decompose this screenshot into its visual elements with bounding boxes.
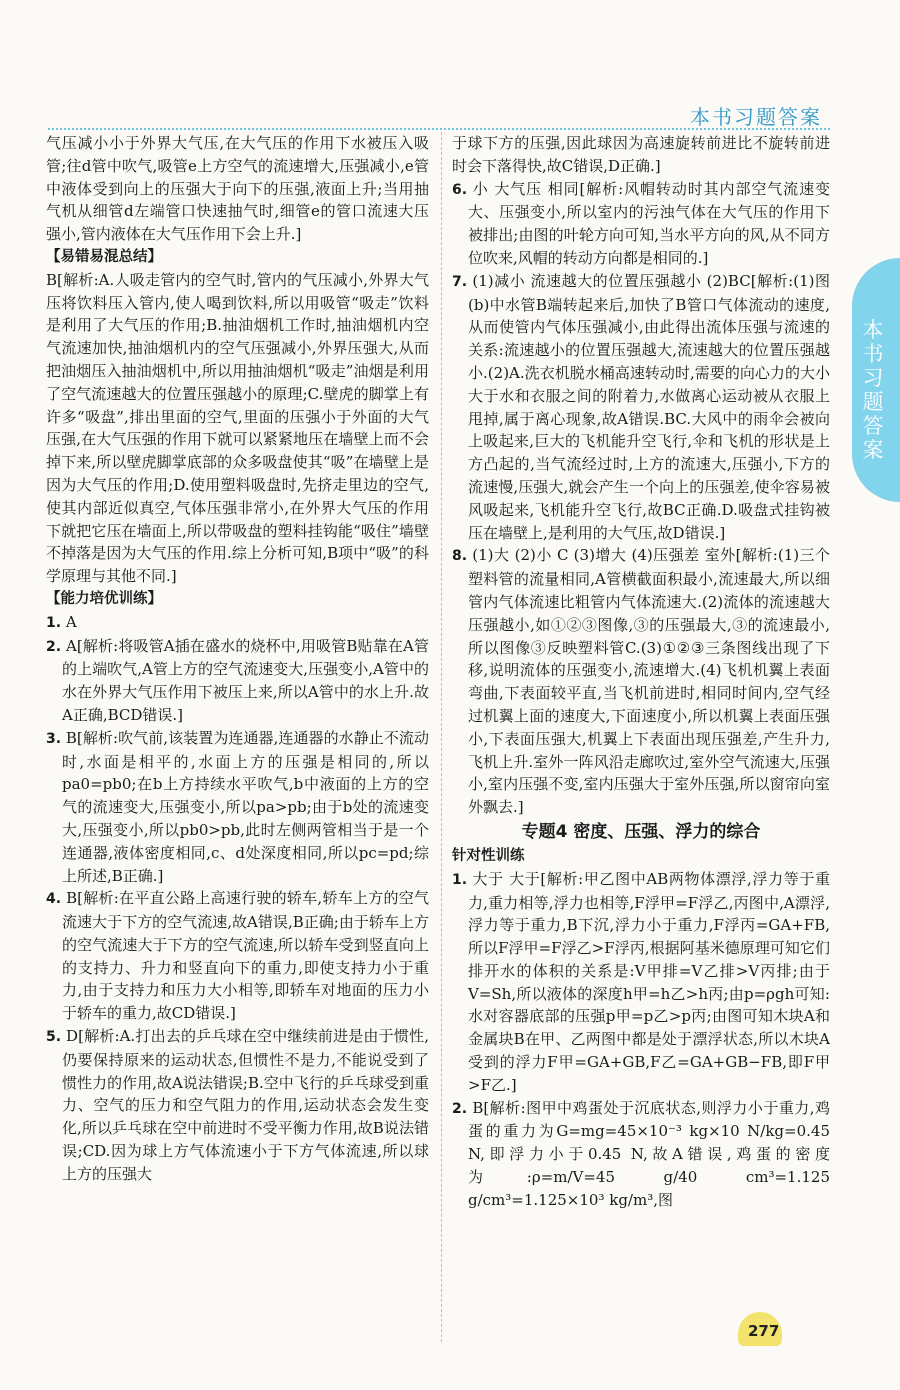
list-item <box>46 887 429 1025</box>
summary-text: B[解析:A.人吸走管内的空气时,管内的气压减小,外界大气压将饮料压入管内,使人喝到饮料,所以用吸管“吸走”饮料是利用了大气压的作用;B.抽油烟机工作时,抽油烟机内空气流速加快,抽油烟机内的空气压强减小,外界压强大,从而把油烟压入抽油烟机中,所以用抽油烟机“吸走”油烟是利用了空气流速越大的位置压强越小的原理;C.壁虎的脚掌上有许多“吸盘”,排出里面的空气,里面的压强小于外面的大气压强,在大气压强的作用下就可以紧紧地压在墙壁上而不会掉下来,所以壁虎脚掌底部的众多吸盘使其“吸”在墙壁上是因为大气压的作用;D.使用塑料吸盘时,先挤走里边的空气,使其内部近似真空,气体压强非常小,在外界大气压的作用下就把它压在墙面上,所以带吸盘的塑料挂钩能“吸住”墙壁不掉落是因为大气压的作用.综上分析可知,B项中“吸”的科学原理与其他不同.] <box>46 270 429 586</box>
list-item <box>452 544 830 819</box>
column-divider <box>441 132 442 1342</box>
right-column <box>452 132 830 1212</box>
list-item <box>452 270 830 545</box>
item-number: 2. <box>46 638 62 655</box>
topic-heading: 专题4 密度、压强、浮力的综合 <box>521 821 761 842</box>
item-text: B[解析:吹气前,该装置为连通器,连通器的水静止不流动时,水面是相平的,水面上方的压强是相同的,所以pa0=pb0;在b上方持续水平吹气,b中液面的上方的空气的流速变大,压强变小,所以pa>pb;由于b处的流速变大,压强变小,所以pb0>pb,此时左侧两管相当于是一个连通器,液体密度相同,c、d处深度相同,所以pc=pd;综上所述,B正确.] <box>62 728 429 885</box>
item-number: 3. <box>46 730 62 747</box>
item-text: A <box>65 612 77 631</box>
item-number: 5. <box>46 1029 62 1046</box>
right-intro: 于球下方的压强,因此球因为高速旋转前进比不旋转前进时会下落得快,故C错误,D正确.] <box>452 134 830 175</box>
list-item <box>452 1097 830 1212</box>
page-number: 277 <box>748 1322 780 1340</box>
left-column <box>46 132 429 1186</box>
item-number: 8. <box>452 548 468 565</box>
side-tab-label: 本书习题答案 <box>862 318 884 462</box>
item-text: B[解析:图甲中鸡蛋处于沉底状态,则浮力小于重力,鸡蛋的重力为G=mg=45×10⁻³ kg×10 N/kg=0.45 N,即浮力小于0.45 N,故A错误,鸡蛋的密度为:ρ=m/V=45 g/40 cm³=1.125 g/cm³=1.125×10³ kg/m³,图 <box>468 1098 830 1209</box>
list-item <box>452 178 830 270</box>
item-text: (1)减小 流速越大的位置压强越小 (2)BC[解析:(1)图(b)中水管B端转起来后,加快了B管口气体流动的速度,从而使管内气体压强减小,由此得出流体压强与流速的关系:流速越小的位置压强越大,流速越大的位置压强越小.(2)A.洗衣机脱水桶高速转动时,需要的向心力的大小大于水和衣服之间的附着力,水做离心运动被从衣服上甩掉,属于离心现象,故A错误.BC.大风中的雨伞会被向上吸起来,巨大的飞机能升空飞行,伞和飞机的形状是上方凸起的,当气流经过时,上方的流速大,压强小,下方的流速慢,压强大,就会产生一个向上的压强差,使伞容易被风吸起来,飞机能升空飞行,故BC正确.D.吸盘式挂钩被压在墙壁上,是利用的大气压,故D错误.] <box>468 271 830 542</box>
item-number: 7. <box>452 273 468 290</box>
item-number: 4. <box>46 891 62 908</box>
item-number: 2. <box>452 1100 468 1117</box>
item-text: 小 大气压 相同[解析:风帽转动时其内部空气流速变大、压强变小,所以室内的污浊气体在大气压的作用下被排出;由图的叶轮方向可知,当水平方向的风,从不同方位吹来,风帽的转动方向都是相同的.] <box>468 179 830 267</box>
list-item <box>46 635 429 727</box>
summary-heading: 【易错易混总结】 <box>46 248 162 265</box>
list-item <box>452 868 830 1097</box>
item-number: 1. <box>46 614 62 631</box>
item-text: 大于 大于[解析:甲乙图中AB两物体漂浮,浮力等于重力,重力相等,浮力也相等,F浮甲=F浮乙,丙图中,A漂浮,浮力等于重力,B下沉,浮力小于重力,F浮丙=GA+FB,所以F浮甲=F浮乙>F浮丙,根据阿基米德原理可知它们排开水的体积的关系是:V甲排=V乙排>V丙排;由于V=Sh,所以液体的深度h甲=h乙>h丙;由p=ρgh可知:水对容器底部的压强p甲=p乙>p丙;由图可知木块A和金属块B在甲、乙两图中都是处于漂浮状态,所以木块A受到的浮力F甲=GA+GB,F乙=GA+GB−FB,即F甲>F乙.] <box>468 869 830 1094</box>
header-title: 本书习题答案 <box>690 105 822 129</box>
targeted-heading: 针对性训练 <box>452 847 525 864</box>
item-text: D[解析:A.打出去的乒乓球在空中继续前进是由于惯性,仍要保持原来的运动状态,但惯性不是力,不能说受到了惯性力的作用,故A说法错误;B.空中飞行的乒乓球受到重力、空气的压力和空气阻力的作用,运动状态会发生变化,所以乒乓球在空中前进时不受平衡力作用,故B说法错误;CD.因为球上方气体流速小于下方气体流速,所以球上方的压强大 <box>62 1027 429 1183</box>
item-text: B[解析:在平直公路上高速行驶的轿车,轿车上方的空气流速大于下方的空气流速,故A错误,B正确;由于轿车上方的空气流速大于下方的空气流速,所以轿车受到竖直向上的支持力、升力和竖直向下的重力,即使支持力小于重力,由于支持力和压力大小相等,即轿车对地面的压力小于轿车的重力,故CD错误.] <box>62 889 429 1023</box>
ability-heading: 【能力培优训练】 <box>46 590 162 607</box>
list-item <box>46 1025 429 1186</box>
list-item <box>46 727 429 888</box>
left-intro: 气压减小小于外界大气压,在大气压的作用下水被压入吸管;往d管中吹气,吸管e上方空气的流速增大,压强减小,e管中液体受到向上的压强大于向下的压强,液面上升;当用抽气机从细管d左端管口快速抽气时,细管e的管口流速大压强小,管内液体在大气压作用下会上升.] <box>46 134 429 244</box>
item-text: (1)大 (2)小 C (3)增大 (4)压强差 室外[解析:(1)三个塑料管的流量相同,A管横截面积最小,流速最大,所以细管内气体流速比粗管内气体流速大.(2)流体的流速越大压强越小,如①②③图像,③的压强最大,③的流速最小,所以图像③反映塑料管C.(3)①②③三条图线出现了下移,说明流体的压强变小,流速增大.(4)飞机机翼上表面弯曲,下表面较平直,当飞机前进时,相同时间内,空气经过机翼上面的速度大,下面速度小,所以机翼上表面压强小,下表面压强大,机翼上下表面出现压强差,产生升力,飞机上升.室外一阵风沿走廊吹过,室外空气流速大,压强小,室内压强不变,室内压强大于室外压强,所以窗帘向室外飘去.] <box>468 546 830 817</box>
item-number: 1. <box>452 871 468 888</box>
header-divider <box>48 128 830 130</box>
list-item <box>46 611 429 635</box>
item-number: 6. <box>452 181 468 198</box>
item-text: A[解析:将吸管A插在盛水的烧杯中,用吸管B贴靠在A管的上端吹气,A管上方的空气流速变大,压强变小,A管中的水在外界大气压作用下被压上来,所以A管中的水上升.故A正确,BCD错误.] <box>62 636 429 724</box>
